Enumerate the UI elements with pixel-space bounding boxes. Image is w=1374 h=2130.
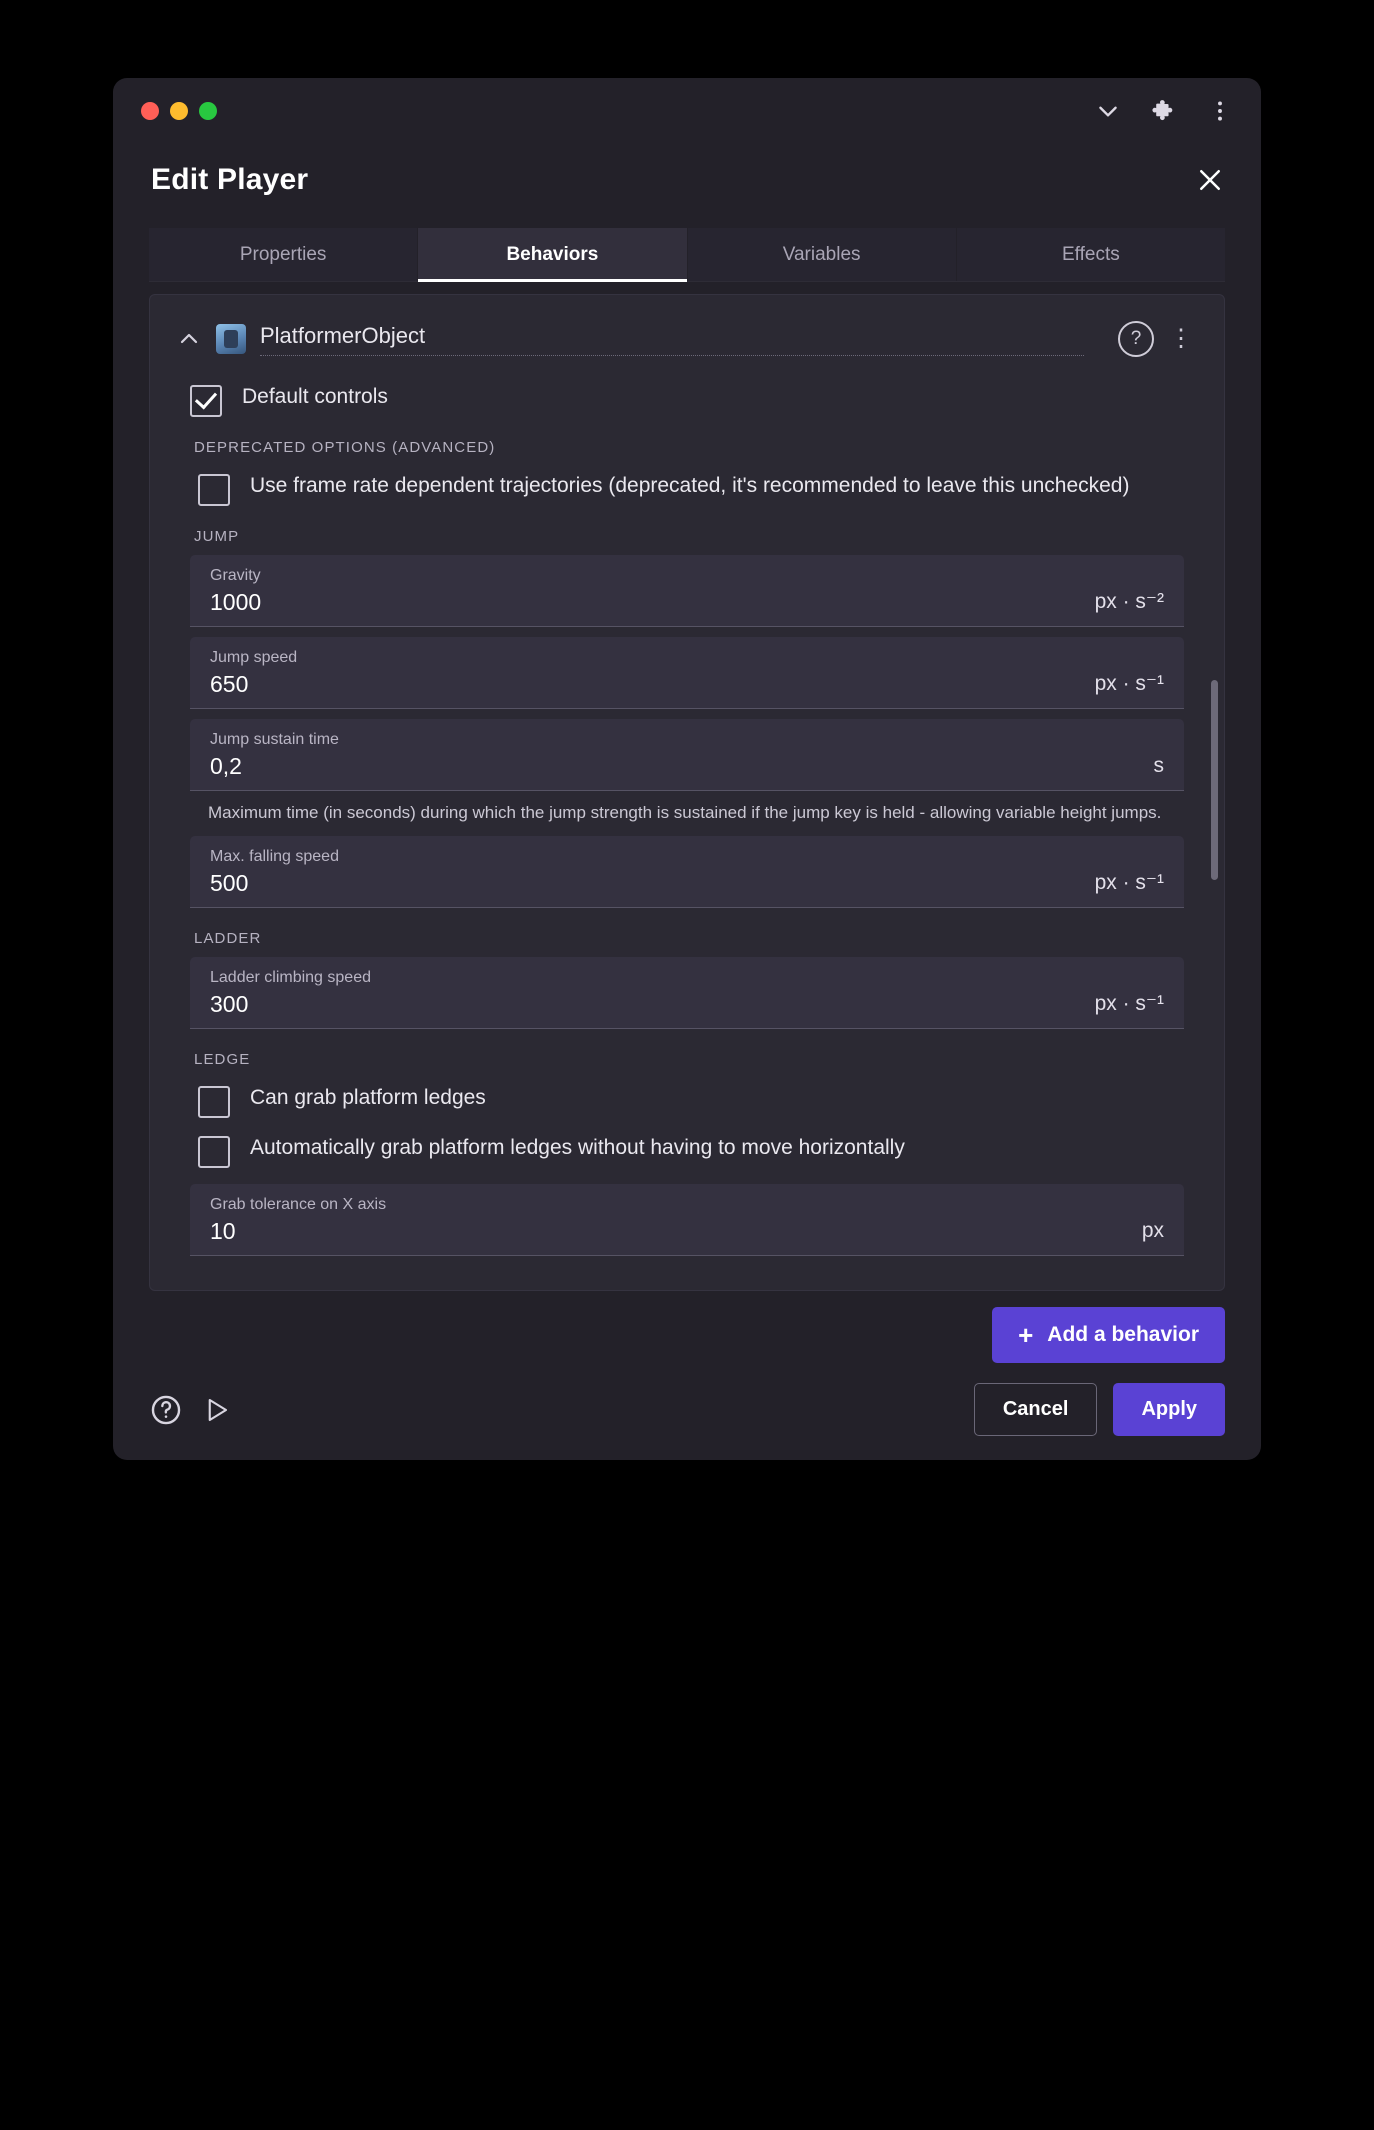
tab-effects[interactable]: Effects — [957, 228, 1225, 281]
can-grab-ledges-checkbox[interactable] — [198, 1086, 230, 1118]
puzzle-piece-icon[interactable] — [1151, 98, 1177, 124]
help-circle-icon[interactable] — [149, 1393, 183, 1427]
max-falling-speed-label: Max. falling speed — [210, 847, 339, 865]
grab-tolerance-value[interactable]: 10 — [210, 1217, 236, 1244]
deprecated-section-label: DEPRECATED OPTIONS (ADVANCED) — [194, 439, 496, 456]
add-behavior-row — [113, 1291, 1261, 1363]
deprecated-trajectories-row[interactable] — [198, 472, 1172, 506]
ledge-section-label: LEDGE — [194, 1050, 251, 1068]
behavior-menu-icon[interactable]: ⋮ — [1169, 325, 1193, 352]
add-behavior-button[interactable] — [992, 1307, 1225, 1363]
max-falling-speed-field[interactable] — [190, 836, 1184, 908]
deprecated-trajectories-label: Use frame rate dependent trajectories (deprecated, it's recommended to leave this unchecked) — [250, 474, 1130, 497]
apply-button[interactable]: Apply — [1113, 1383, 1225, 1436]
kebab-menu-icon[interactable] — [1207, 98, 1233, 124]
grab-tolerance-unit: px — [1141, 1218, 1164, 1242]
jump-sustain-time-value[interactable]: 0,2 — [210, 753, 242, 779]
auto-grab-ledges-row[interactable] — [198, 1134, 1198, 1168]
jump-section-label: JUMP — [194, 528, 240, 545]
plus-icon: + — [1018, 1320, 1034, 1350]
close-dialog-button[interactable] — [1193, 163, 1227, 197]
minimize-window-button[interactable] — [170, 102, 188, 120]
ladder-climbing-speed-value[interactable]: 300 — [210, 990, 249, 1017]
ladder-climbing-speed-unit: px · s⁻¹ — [1094, 991, 1164, 1015]
default-controls-checkbox[interactable] — [190, 385, 222, 417]
dialog-footer — [113, 1363, 1261, 1460]
default-controls-row[interactable] — [190, 383, 1198, 417]
vertical-scrollbar[interactable] — [1211, 680, 1218, 880]
jump-speed-value[interactable]: 650 — [210, 671, 249, 697]
dialog-header — [113, 144, 1261, 216]
cancel-button[interactable]: Cancel — [974, 1383, 1098, 1436]
behavior-thumbnail-icon — [216, 324, 246, 354]
behavior-name-input[interactable]: PlatformerObject — [260, 323, 1084, 356]
gravity-label: Gravity — [210, 567, 261, 584]
ladder-climbing-speed-label: Ladder climbing speed — [210, 968, 371, 986]
jump-sustain-time-field[interactable] — [190, 719, 1184, 791]
footer-actions — [974, 1383, 1225, 1436]
gravity-unit: px · s⁻² — [1094, 590, 1164, 613]
edit-player-dialog — [113, 78, 1261, 1460]
behavior-content — [150, 383, 1224, 1256]
auto-grab-ledges-checkbox[interactable] — [198, 1136, 230, 1168]
close-window-button[interactable] — [141, 102, 159, 120]
can-grab-ledges-label: Can grab platform ledges — [250, 1085, 486, 1109]
window-controls — [141, 102, 217, 120]
can-grab-ledges-row[interactable] — [198, 1084, 1198, 1118]
chevron-up-icon[interactable] — [176, 326, 202, 352]
jump-speed-unit: px · s⁻¹ — [1094, 672, 1164, 695]
auto-grab-ledges-label: Automatically grab platform ledges without having to move horizontally — [250, 1135, 905, 1159]
behaviors-panel — [149, 294, 1225, 1291]
max-falling-speed-value[interactable]: 500 — [210, 869, 249, 896]
tab-variables[interactable]: Variables — [688, 228, 957, 281]
page-title: Edit Player — [151, 163, 309, 196]
tab-behaviors[interactable]: Behaviors — [418, 228, 687, 281]
grab-tolerance-label: Grab tolerance on X axis — [210, 1195, 387, 1213]
maximize-window-button[interactable] — [199, 102, 217, 120]
behaviors-scroll-area — [150, 295, 1224, 1290]
gravity-value[interactable]: 1000 — [210, 589, 262, 615]
window-titlebar — [113, 78, 1261, 144]
tab-bar — [149, 228, 1225, 282]
behavior-header — [150, 295, 1224, 367]
deprecated-trajectories-checkbox[interactable] — [198, 474, 230, 506]
default-controls-label: Default controls — [242, 385, 388, 408]
behavior-help-icon[interactable]: ? — [1118, 321, 1154, 357]
grab-tolerance-field[interactable] — [190, 1184, 1184, 1256]
jump-sustain-time-label: Jump sustain time — [210, 731, 339, 748]
titlebar-actions — [1095, 98, 1233, 124]
jump-speed-label: Jump speed — [210, 649, 298, 666]
jump-sustain-time-unit: s — [1153, 754, 1164, 777]
add-behavior-label: Add a behavior — [1047, 1323, 1199, 1346]
play-icon[interactable] — [201, 1395, 231, 1425]
ladder-climbing-speed-field[interactable] — [190, 957, 1184, 1029]
ladder-section-label: LADDER — [194, 929, 262, 947]
jump-speed-field[interactable] — [190, 637, 1184, 709]
jump-sustain-time-help: Maximum time (in seconds) during which the jump strength is sustained if the jump key is held - allowing variable height jumps. — [208, 803, 1162, 822]
tab-properties[interactable]: Properties — [149, 228, 418, 281]
gravity-field[interactable] — [190, 555, 1184, 627]
max-falling-speed-unit: px · s⁻¹ — [1094, 870, 1164, 894]
chevron-down-icon[interactable] — [1095, 98, 1121, 124]
